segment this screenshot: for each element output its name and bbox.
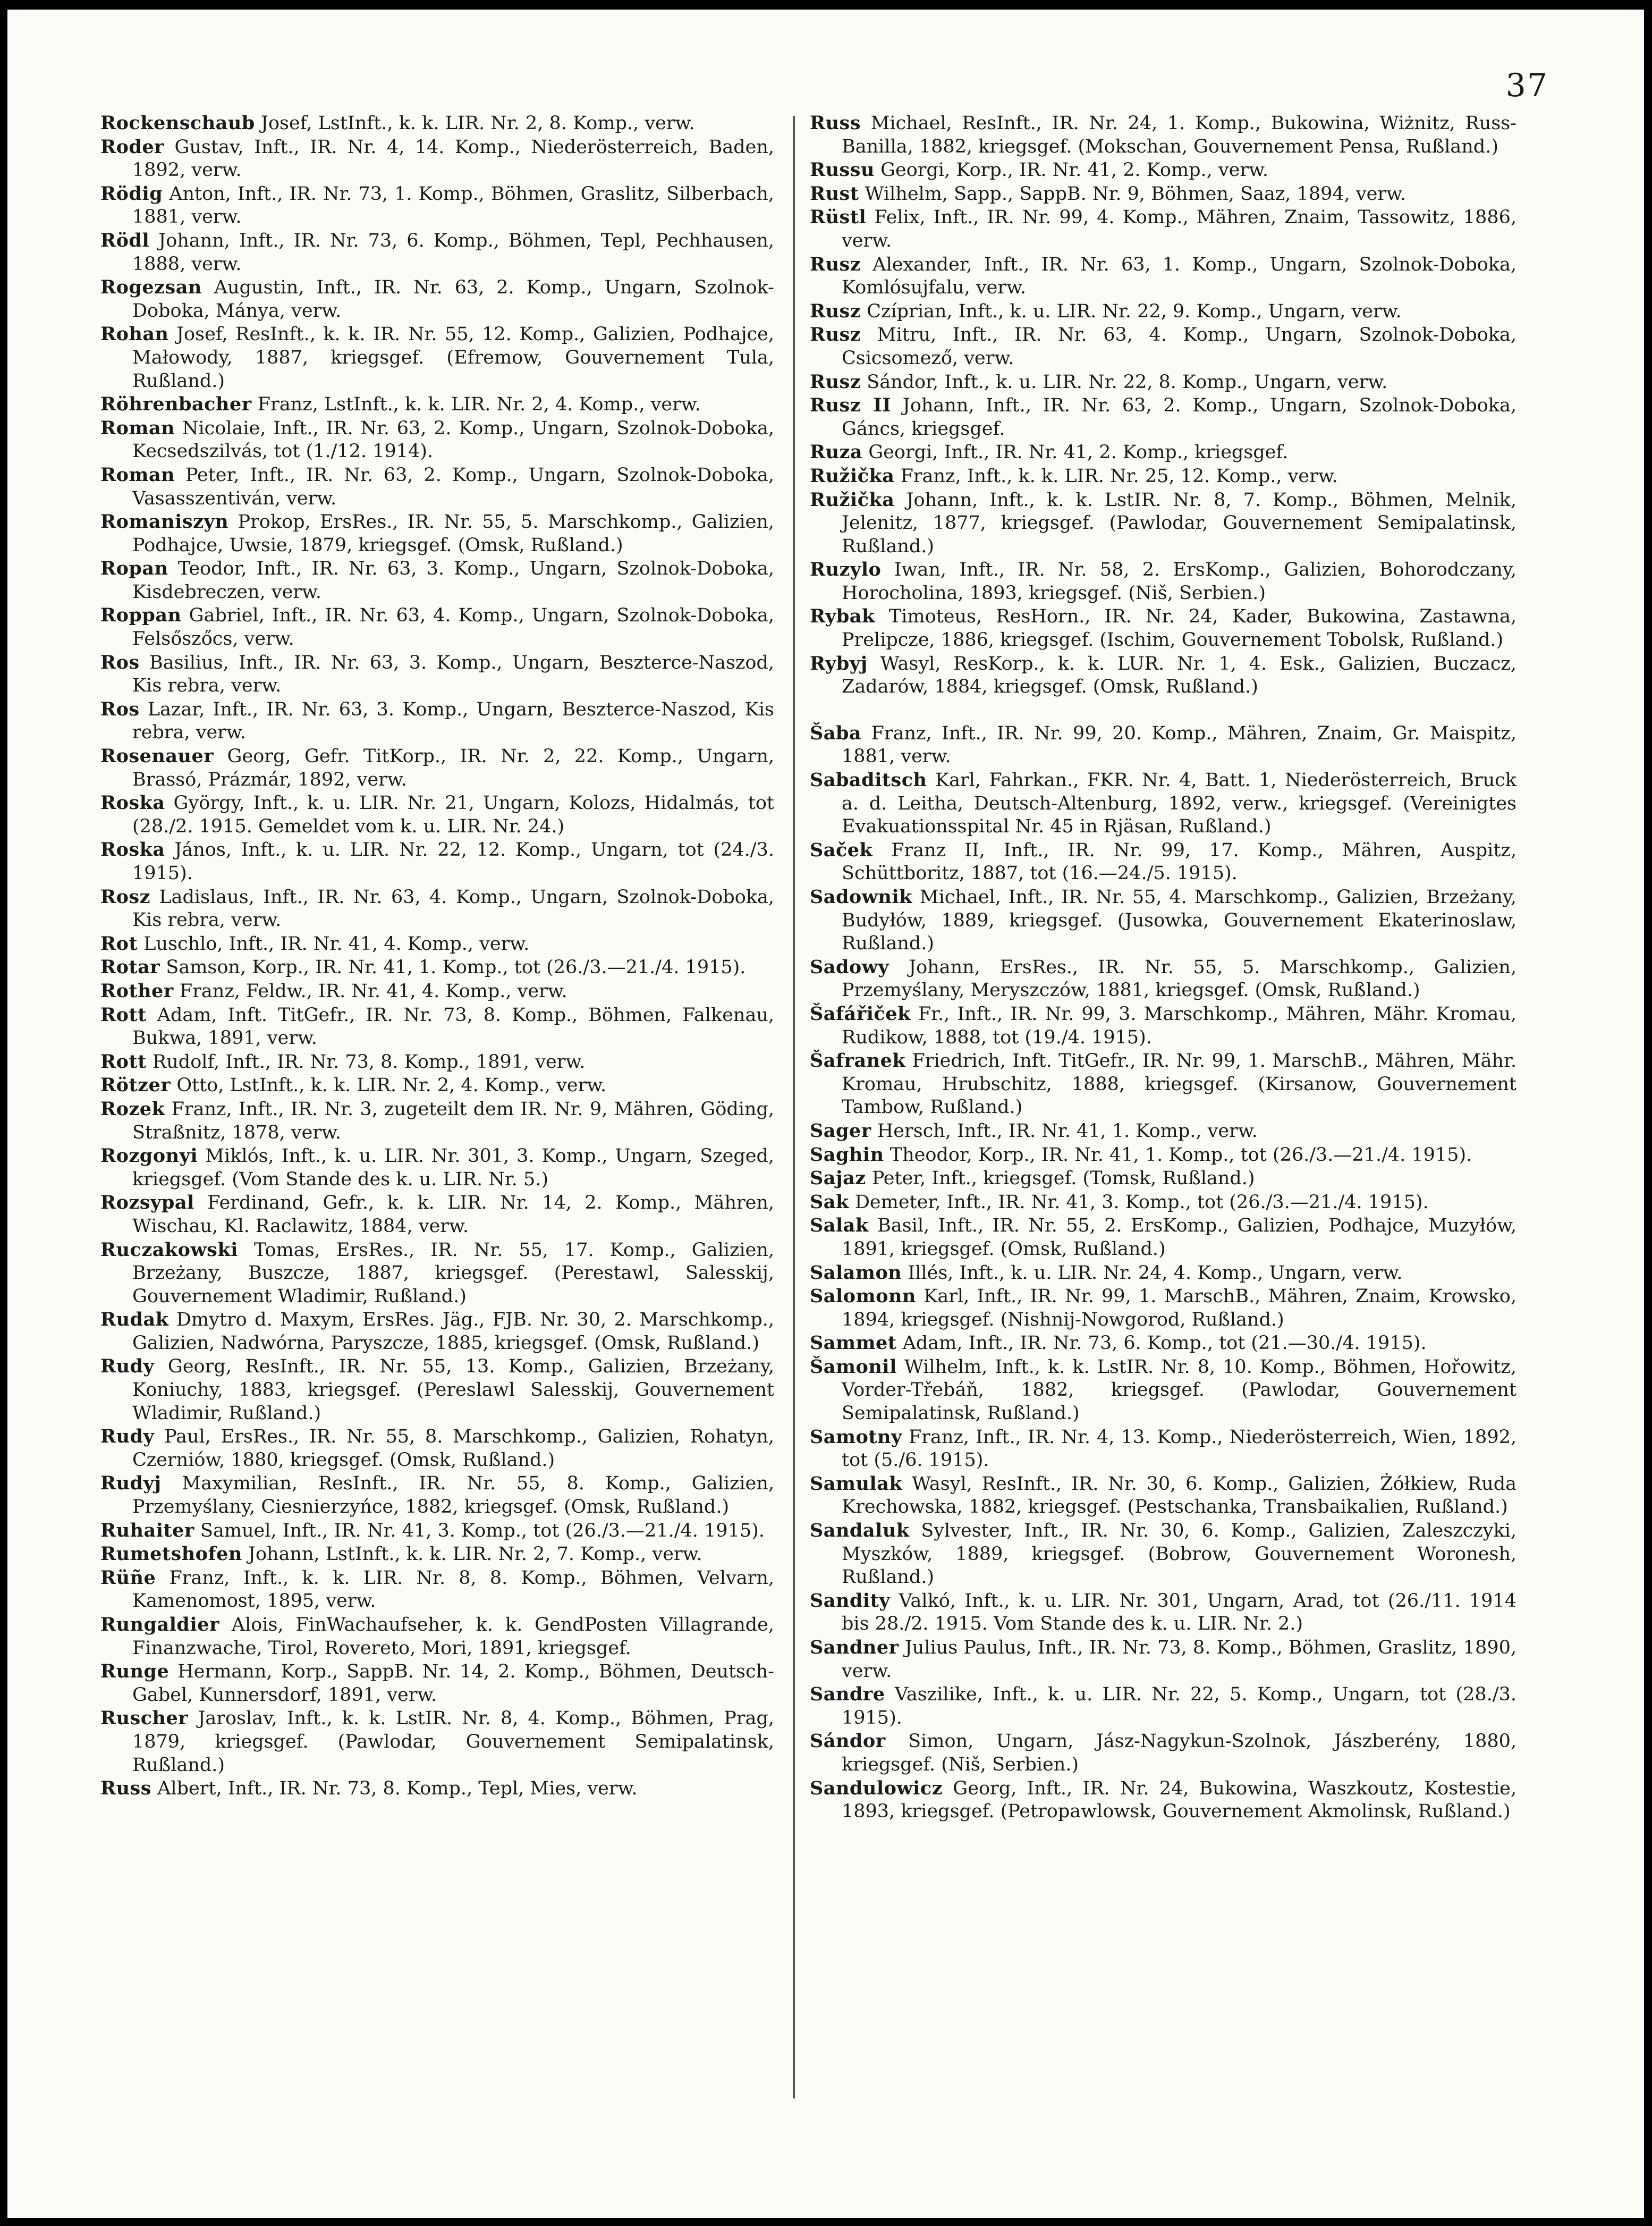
register-entry (100, 1074, 774, 1098)
register-entry (100, 1519, 774, 1543)
document-page (7, 10, 1644, 2218)
entry-details: Karl, Inft., IR. Nr. 99, 1. MarschB., Mähren, Znaim, Krowsko, 1894, kriegsgef. (Nishnij-Nowgorod, Rußland.) (842, 1286, 1517, 1330)
entry-details: Friedrich, Inft. TitGefr., IR. Nr. 99, 1. MarschB., Mähren, Mähr. Kromau, Hrubschitz, 1888, kriegsgef. (Kirsanow, Gouvernement Tambow, Rußland.) (842, 1050, 1517, 1118)
register-entry (810, 112, 1517, 158)
entry-surname: Samulak (810, 1472, 903, 1495)
register-entry (100, 980, 774, 1004)
entry-surname: Rockenschaub (100, 112, 255, 134)
entry-surname: Sandaluk (810, 1520, 910, 1542)
entry-details: Theodor, Korp., IR. Nr. 41, 1. Komp., tot (26./3.—21./4. 1915). (889, 1144, 1472, 1166)
register-entry (810, 182, 1517, 206)
register-entry (100, 932, 774, 956)
entry-details: Samson, Korp., IR. Nr. 41, 1. Komp., tot (26./3.—21./4. 1915). (166, 957, 746, 979)
register-entry (100, 1191, 774, 1238)
register-entry (100, 182, 774, 229)
register-entry (810, 158, 1517, 182)
register-entry (810, 370, 1517, 394)
entry-surname: Rosenauer (100, 745, 214, 768)
entry-details: Johann, Inft., k. k. LstIR. Nr. 8, 7. Komp., Böhmen, Melnik, Jelenitz, 1877, kriegsgef. (Pawlodar, Gouvernement Semipalatinsk, Rußland.) (842, 489, 1517, 557)
register-entry (100, 1472, 774, 1519)
register-entry (100, 1777, 774, 1801)
register-entry (810, 1214, 1517, 1261)
entry-details: Alois, FinWachaufseher, k. k. GendPosten Villagrande, Finanzwache, Tirol, Rovereto, Mori, 1891, kriegsgef. (132, 1614, 774, 1659)
entry-details: Dmytro d. Maxym, ErsRes. Jäg., FJB. Nr. 30, 2. Marschkomp., Galizien, Nadwórna, Paryszcze, 1885, kriegsgef. (Omsk, Rußland.) (132, 1309, 774, 1354)
register-entry (100, 229, 774, 276)
entry-details: Franz, Feldw., IR. Nr. 41, 4. Komp., verw. (179, 980, 567, 1002)
entry-details: Teodor, Inft., IR. Nr. 63, 3. Komp., Ungarn, Szolnok-Doboka, Kisdebreczen, verw. (132, 558, 774, 603)
entry-surname: Ruzylo (810, 559, 882, 581)
entry-details: Franz, Inft., IR. Nr. 3, zugeteilt dem IR. Nr. 9, Mähren, Göding, Straßnitz, 1878, verw. (132, 1098, 774, 1143)
entry-surname: Šafranek (810, 1050, 906, 1072)
register-entry (100, 1308, 774, 1355)
entry-details: Johann, LstInft., k. k. LIR. Nr. 2, 7. Komp., verw. (248, 1544, 702, 1565)
entry-details: Franz II, Inft., IR. Nr. 99, 17. Komp., Mähren, Auspitz, Schüttboritz, 1887, tot (16.—24./5. 1915). (842, 839, 1517, 884)
entry-details: Wilhelm, Sapp., SappB. Nr. 9, Böhmen, Saaz, 1894, verw. (865, 183, 1407, 205)
entry-surname: Rust (810, 182, 859, 205)
entry-details: Czíprian, Inft., k. u. LIR. Nr. 22, 9. Komp., Ungarn, verw. (867, 300, 1402, 322)
entry-surname: Rozsypal (100, 1192, 194, 1214)
entry-surname: Sak (810, 1191, 849, 1213)
entry-surname: Rotar (100, 956, 160, 979)
register-entry (810, 1143, 1517, 1167)
entry-surname: Rudy (100, 1355, 155, 1378)
entry-surname: Rumetshofen (100, 1543, 242, 1565)
entry-surname: Ružička (810, 488, 895, 511)
entry-details: Adam, Inft., IR. Nr. 73, 6. Komp., tot (21.—30./4. 1915). (902, 1333, 1427, 1354)
entry-details: Paul, ErsRes., IR. Nr. 55, 8. Marschkomp., Galizien, Rohatyn, Czerniów, 1880, kriegsgef. (Omsk, Rußland.) (132, 1426, 774, 1471)
entry-surname: Sabaditsch (810, 769, 927, 791)
register-entry (810, 1049, 1517, 1119)
entry-surname: Sammet (810, 1332, 897, 1354)
register-entry (100, 1707, 774, 1777)
entry-details: Samuel, Inft., IR. Nr. 41, 3. Komp., tot (26./3.—21./4. 1915). (200, 1520, 765, 1541)
register-entry (810, 886, 1517, 956)
entry-details: Nicolaie, Inft., IR. Nr. 63, 2. Komp., Ungarn, Szolnok-Doboka, Kecsedszilvás, tot (1./12. 1914). (132, 417, 774, 462)
entry-details: Franz, Inft., IR. Nr. 99, 20. Komp., Mähren, Znaim, Gr. Maispitz, 1881, verw. (842, 722, 1517, 768)
entry-details: Georg, Gefr. TitKorp., IR. Nr. 2, 22. Komp., Ungarn, Brassó, Prázmár, 1892, verw. (132, 746, 774, 790)
entry-details: János, Inft., k. u. LIR. Nr. 22, 12. Komp., Ungarn, tot (24./3. 1915). (132, 839, 774, 884)
register-entry (100, 791, 774, 838)
register-entry (100, 651, 774, 698)
entry-surname: Rusz (810, 324, 861, 346)
entry-surname: Rybak (810, 605, 875, 628)
entry-details: Wilhelm, Inft., k. k. LstIR. Nr. 8, 10. Komp., Böhmen, Hořowitz, Vorder-Třebáň, 1882, kriegsgef. (Pawlodar, Gouvernement Semipalatinsk, Rußland.) (842, 1356, 1517, 1424)
entry-surname: Rybyj (810, 652, 868, 674)
register-entry (810, 300, 1517, 324)
entry-surname: Šaba (810, 722, 862, 744)
left-column (100, 112, 774, 1801)
entry-surname: Sandre (810, 1683, 885, 1706)
register-entry (810, 605, 1517, 652)
register-entry (100, 557, 774, 604)
register-entry (810, 558, 1517, 605)
register-entry (100, 838, 774, 885)
entry-surname: Rüñe (100, 1566, 156, 1589)
entry-details: Jaroslav, Inft., k. k. LstIR. Nr. 8, 4. Komp., Böhmen, Prag, 1879, kriegsgef. (Pawlodar, Gouvernement Semipalatinsk, Rußland.) (132, 1708, 774, 1776)
entry-surname: Runge (100, 1660, 170, 1683)
register-entry (810, 1519, 1517, 1589)
entry-details: Michael, ResInft., IR. Nr. 24, 1. Komp., Bukowina, Wiżnitz, Russ-Banilla, 1882, kriegsgef. (Mokschan, Gouvernement Pensa, Rußland.) (842, 113, 1517, 157)
register-entry (100, 1425, 774, 1472)
register-entry (100, 136, 774, 182)
entry-details: Lazar, Inft., IR. Nr. 63, 3. Komp., Ungarn, Beszterce-Naszod, Kis rebra, verw. (132, 698, 774, 744)
entry-surname: Roppan (100, 604, 182, 627)
entry-details: Johann, Inft., IR. Nr. 73, 6. Komp., Böhmen, Tepl, Pechhausen, 1888, verw. (132, 230, 774, 275)
entry-details: György, Inft., k. u. LIR. Nr. 21, Ungarn, Kolozs, Hidalmás, tot (28./2. 1915. Gemeldet vom k. u. LIR. Nr. 24.) (132, 792, 774, 837)
entry-surname: Roman (100, 417, 175, 439)
entry-details: Vaszilike, Inft., k. u. LIR. Nr. 22, 5. Komp., Ungarn, tot (28./3. 1915). (842, 1684, 1517, 1728)
entry-surname: Sándor (810, 1730, 886, 1752)
entry-surname: Salomonn (810, 1285, 916, 1308)
register-entry (810, 1777, 1517, 1824)
entry-details: Mitru, Inft., IR. Nr. 63, 4. Komp., Ungarn, Szolnok-Doboka, Csicsomező, verw. (842, 324, 1517, 369)
entry-details: Adam, Inft. TitGefr., IR. Nr. 73, 8. Komp., Böhmen, Falkenau, Bukwa, 1891, verw. (132, 1004, 774, 1049)
entry-surname: Ropan (100, 558, 168, 580)
register-entry (100, 323, 774, 393)
entry-surname: Rot (100, 932, 138, 955)
entry-details: Otto, LstInft., k. k. LIR. Nr. 2, 4. Komp., verw. (176, 1075, 607, 1097)
entry-details: Franz, LstInft., k. k. LIR. Nr. 2, 4. Komp., verw. (257, 394, 701, 416)
entry-details: Iwan, Inft., IR. Nr. 58, 2. ErsKomp., Galizien, Bohorodczany, Horocholina, 1893, kriegsgef. (Niš, Serbien.) (842, 559, 1517, 604)
entry-details: Demeter, Inft., IR. Nr. 41, 3. Komp., tot (26./3.—21./4. 1915). (854, 1191, 1429, 1213)
register-entry (100, 1355, 774, 1425)
register-entry (100, 698, 774, 745)
register-entry (100, 463, 774, 510)
register-entry (100, 393, 774, 417)
register-entry (100, 510, 774, 557)
entry-surname: Saček (810, 839, 873, 861)
entry-details: Wasyl, ResInft., IR. Nr. 30, 6. Komp., Galizien, Żółkiew, Ruda Krechowska, 1882, kriegsgef. (Pestschanka, Transbaikalien, Rußland.) (842, 1473, 1517, 1518)
entry-surname: Rozgonyi (100, 1145, 198, 1167)
entry-details: Tomas, ErsRes., IR. Nr. 55, 17. Komp., Galizien, Brzeżany, Buszcze, 1887, kriegsgef. (Perestawl, Salesskij, Gouvernement Wladimir, Rußland.) (132, 1239, 774, 1307)
entry-surname: Roska (100, 792, 165, 814)
entry-details: Simon, Ungarn, Jász-Nagykun-Szolnok, Jászberény, 1880, kriegsgef. (Niš, Serbien.) (842, 1731, 1517, 1775)
register-entry (810, 1589, 1517, 1636)
register-entry (100, 276, 774, 323)
entry-surname: Sandner (810, 1637, 899, 1658)
entry-surname: Sandity (810, 1589, 891, 1612)
register-entry (810, 1261, 1517, 1285)
entry-details: Alexander, Inft., IR. Nr. 63, 1. Komp., Ungarn, Szolnok-Doboka, Komlósujfalu, verw. (842, 254, 1517, 299)
entry-surname: Ruza (810, 441, 863, 463)
entry-details: Rudolf, Inft., IR. Nr. 73, 8. Komp., 1891, verw. (152, 1051, 586, 1073)
entry-details: Valkó, Inft., k. u. LIR. Nr. 301, Ungarn, Arad, tot (26./11. 1914 bis 28./2. 1915. Vom Stande des k. u. LIR. Nr. 2.) (842, 1590, 1517, 1635)
entry-surname: Russu (810, 159, 875, 181)
entry-surname: Russ (100, 1777, 151, 1800)
entry-details: Franz, Inft., k. k. LIR. Nr. 25, 12. Komp., verw. (900, 465, 1338, 487)
entry-surname: Rudak (100, 1309, 169, 1331)
page-number: 37 (1505, 67, 1548, 104)
register-entry (810, 1730, 1517, 1776)
register-entry (810, 1331, 1517, 1355)
entry-surname: Rödl (100, 229, 150, 251)
entry-details: Franz, Inft., k. k. LIR. Nr. 8, 8. Komp., Böhmen, Velvarn, Kamenomost, 1895, verw. (132, 1567, 774, 1612)
entry-details: Michael, Inft., IR. Nr. 55, 4. Marschkomp., Galizien, Brzeżany, Budyłów, 1889, kriegsgef. (Jusowka, Gouvernement Ekaterinoslaw, Rußland.) (842, 887, 1517, 955)
entry-details: Georgi, Inft., IR. Nr. 41, 2. Komp., kriegsgef. (868, 442, 1289, 463)
entry-details: Gustav, Inft., IR. Nr. 4, 14. Komp., Niederösterreich, Baden, 1892, verw. (132, 136, 774, 181)
register-entry (100, 745, 774, 791)
register-entry (810, 769, 1517, 839)
entry-surname: Ruscher (100, 1707, 189, 1730)
column-divider (793, 116, 795, 2098)
register-entry (810, 1002, 1517, 1049)
entry-surname: Sandulowicz (810, 1777, 943, 1799)
register-entry (100, 1050, 774, 1074)
entry-surname: Russ (810, 112, 861, 134)
register-entry (810, 1167, 1517, 1191)
entry-details: Johann, ErsRes., IR. Nr. 55, 5. Marschkomp., Galizien, Przemyślany, Meryszczów, 1881, kriegsgef. (Omsk, Rußland.) (842, 956, 1517, 1001)
entry-surname: Ros (100, 651, 140, 673)
entry-details: Basilius, Inft., IR. Nr. 63, 3. Komp., Ungarn, Beszterce-Naszod, Kis rebra, verw. (132, 652, 774, 697)
register-entry (810, 1636, 1517, 1683)
entry-details: Illés, Inft., k. u. LIR. Nr. 24, 4. Komp., Ungarn, verw. (908, 1262, 1403, 1284)
register-entry (810, 652, 1517, 699)
entry-surname: Salak (810, 1215, 869, 1237)
entry-surname: Salamon (810, 1261, 902, 1284)
entry-surname: Rusz (810, 370, 861, 393)
entry-details: Hermann, Korp., SappB. Nr. 14, 2. Komp., Böhmen, Deutsch-Gabel, Kunnersdorf, 1891, verw. (132, 1661, 774, 1706)
entry-details: Georg, Inft., IR. Nr. 24, Bukowina, Waszkoutz, Kostestie, 1893, kriegsgef. (Petropawlowsk, Gouvernement Akmolinsk, Rußland.) (842, 1777, 1517, 1823)
register-entry (100, 1542, 774, 1566)
entry-surname: Rosz (100, 886, 151, 908)
register-entry (810, 1355, 1517, 1426)
entry-details: Albert, Inft., IR. Nr. 73, 8. Komp., Tepl, Mies, verw. (157, 1778, 638, 1800)
entry-surname: Rödig (100, 182, 163, 205)
register-entry (810, 839, 1517, 886)
entry-surname: Rott (100, 1050, 147, 1073)
entry-surname: Rohan (100, 323, 169, 345)
entry-details: Prokop, ErsRes., IR. Nr. 55, 5. Marschkomp., Galizien, Podhajce, Uwsie, 1879, kriegsgef. (Omsk, Rußland.) (132, 511, 774, 556)
entry-details: Basil, Inft., IR. Nr. 55, 2. ErsKomp., Galizien, Podhajce, Muzyłów, 1891, kriegsgef. (Omsk, Rußland.) (842, 1215, 1517, 1260)
register-entry (100, 1144, 774, 1191)
entry-surname: Roman (100, 463, 175, 486)
entry-details: Sándor, Inft., k. u. LIR. Nr. 22, 8. Komp., Ungarn, verw. (867, 371, 1388, 393)
entry-surname: Rogezsan (100, 276, 202, 299)
entry-details: Luschlo, Inft., IR. Nr. 41, 4. Komp., verw. (143, 933, 530, 955)
entry-details: Julius Paulus, Inft., IR. Nr. 73, 8. Komp., Böhmen, Graslitz, 1890, verw. (842, 1637, 1517, 1682)
register-entry (810, 1426, 1517, 1472)
entry-surname: Rott (100, 1004, 147, 1026)
entry-details: Josef, ResInft., k. k. IR. Nr. 55, 12. Komp., Galizien, Podhajce, Małowody, 1887, kriegsgef. (Efremow, Gouvernement Tula, Rußland.) (132, 324, 774, 392)
register-entry (810, 465, 1517, 488)
entry-details: Franz, Inft., IR. Nr. 4, 13. Komp., Niederösterreich, Wien, 1892, tot (5./6. 1915). (842, 1426, 1517, 1471)
entry-surname: Rusz (810, 300, 861, 322)
register-entry (100, 1613, 774, 1660)
register-entry (810, 1191, 1517, 1215)
entry-surname: Rozek (100, 1098, 165, 1120)
entry-surname: Sadowy (810, 956, 889, 978)
entry-details: Ferdinand, Gefr., k. k. LIR. Nr. 14, 2. Komp., Mähren, Wischau, Kl. Raclawitz, 1884, verw. (132, 1192, 774, 1237)
entry-details: Georgi, Korp., IR. Nr. 41, 2. Komp., verw. (880, 159, 1269, 181)
entry-surname: Roska (100, 839, 165, 861)
register-entry (810, 956, 1517, 1002)
entry-surname: Ros (100, 698, 140, 720)
register-entry (810, 394, 1517, 441)
entry-surname: Roder (100, 136, 165, 158)
register-entry (810, 722, 1517, 769)
entry-details: Karl, Fahrkan., FKR. Nr. 4, Batt. 1, Niederösterreich, Bruck a. d. Leitha, Deutsch-Altenburg, 1892, verw., kriegsgef. (Vereinigtes Evakuationsspital Nr. 45 in Rjäsan, Rußland.) (842, 770, 1517, 838)
entry-details: Maxymilian, ResInft., IR. Nr. 55, 8. Komp., Galizien, Przemyślany, Ciesnierzyńce, 1882, kriegsgef. (Omsk, Rußland.) (132, 1473, 774, 1518)
entry-surname: Rötzer (100, 1074, 171, 1097)
entry-surname: Rusz (810, 253, 861, 275)
entry-details: Sylvester, Inft., IR. Nr. 30, 6. Komp., Galizien, Zaleszczyki, Myszków, 1889, kriegsgef. (Bobrow, Gouvernement Woronesh, Rußland.) (842, 1520, 1517, 1588)
entry-surname: Ruczakowski (100, 1238, 238, 1261)
entry-surname: Ružička (810, 465, 895, 487)
register-entry (100, 417, 774, 463)
entry-surname: Samotny (810, 1426, 902, 1448)
entry-details: Josef, LstInft., k. k. LIR. Nr. 2, 8. Komp., verw. (260, 113, 695, 134)
entry-surname: Sager (810, 1119, 871, 1142)
entry-surname: Šamonil (810, 1355, 897, 1378)
entry-details: Wasyl, ResKorp., k. k. LUR. Nr. 1, 4. Esk., Galizien, Buczacz, Zadarów, 1884, kriegsgef. (Omsk, Rußland.) (842, 653, 1517, 698)
entry-details: Augustin, Inft., IR. Nr. 63, 2. Komp., Ungarn, Szolnok-Doboka, Mánya, verw. (132, 277, 774, 322)
register-entry (810, 441, 1517, 465)
register-entry (810, 1119, 1517, 1143)
register-entry (100, 1660, 774, 1707)
entry-details: Georg, ResInft., IR. Nr. 55, 13. Komp., Galizien, Brzeżany, Koniuchy, 1883, kriegsgef. (Pereslawl Salesskij, Gouvernement Wladimir, Rußland.) (132, 1356, 774, 1424)
register-entry (100, 604, 774, 651)
register-entry (100, 1238, 774, 1309)
entry-surname: Romaniszyn (100, 511, 229, 533)
entry-details: Ladislaus, Inft., IR. Nr. 63, 4. Komp., Ungarn, Szolnok-Doboka, Kis rebra, verw. (132, 886, 774, 931)
register-entry (810, 1285, 1517, 1331)
entry-details: Fr., Inft., IR. Nr. 99, 3. Marschkomp., Mähren, Mähr. Kromau, Rudikow, 1888, tot (19./4. 1915). (842, 1003, 1517, 1048)
entry-details: Timoteus, ResHorn., IR. Nr. 24, Kader, Bukowina, Zastawna, Prelipcze, 1886, kriegsgef. (Ischim, Gouvernement Tobolsk, Rußland.) (842, 606, 1517, 651)
entry-surname: Rudyj (100, 1472, 162, 1495)
entry-surname: Rungaldier (100, 1614, 219, 1635)
register-entry (810, 1683, 1517, 1730)
entry-surname: Rüstl (810, 206, 867, 229)
entry-surname: Röhrenbacher (100, 393, 252, 416)
register-entry (810, 323, 1517, 370)
register-entry (810, 1472, 1517, 1519)
entry-details: Gabriel, Inft., IR. Nr. 63, 4. Komp., Ungarn, Szolnok-Doboka, Felsőszőcs, verw. (132, 605, 774, 650)
entry-details: Peter, Inft., IR. Nr. 63, 2. Komp., Ungarn, Szolnok-Doboka, Vasasszentiván, verw. (132, 464, 774, 509)
register-entry (100, 1004, 774, 1050)
section-gap (810, 699, 1517, 722)
entry-details: Hersch, Inft., IR. Nr. 41, 1. Komp., verw. (877, 1120, 1258, 1142)
register-entry (810, 488, 1517, 559)
entry-surname: Sadownik (810, 886, 912, 908)
register-entry (100, 112, 774, 136)
right-column (810, 112, 1517, 1824)
entry-surname: Ruhaiter (100, 1519, 194, 1541)
entry-details: Peter, Inft., kriegsgef. (Tomsk, Rußland.) (871, 1168, 1255, 1190)
entry-details: Anton, Inft., IR. Nr. 73, 1. Komp., Böhmen, Graslitz, Silberbach, 1881, verw. (132, 183, 774, 228)
entry-surname: Šafářiček (810, 1002, 911, 1025)
register-entry (100, 956, 774, 980)
register-entry (100, 1098, 774, 1144)
entry-surname: Rusz II (810, 394, 892, 417)
entry-details: Miklós, Inft., k. u. LIR. Nr. 301, 3. Komp., Ungarn, Szeged, kriegsgef. (Vom Stande des k. u. LIR. Nr. 5.) (132, 1145, 774, 1190)
entry-surname: Rudy (100, 1426, 155, 1448)
entry-details: Felix, Inft., IR. Nr. 99, 4. Komp., Mähren, Znaim, Tassowitz, 1886, verw. (842, 207, 1517, 251)
register-entry (100, 886, 774, 932)
entry-surname: Saghin (810, 1143, 884, 1166)
entry-details: Johann, Inft., IR. Nr. 63, 2. Komp., Ungarn, Szolnok-Doboka, Gáncs, kriegsgef. (842, 395, 1517, 440)
entry-surname: Sajaz (810, 1167, 866, 1190)
register-entry (810, 253, 1517, 300)
entry-surname: Rother (100, 980, 174, 1002)
register-entry (100, 1566, 774, 1613)
register-entry (810, 206, 1517, 252)
